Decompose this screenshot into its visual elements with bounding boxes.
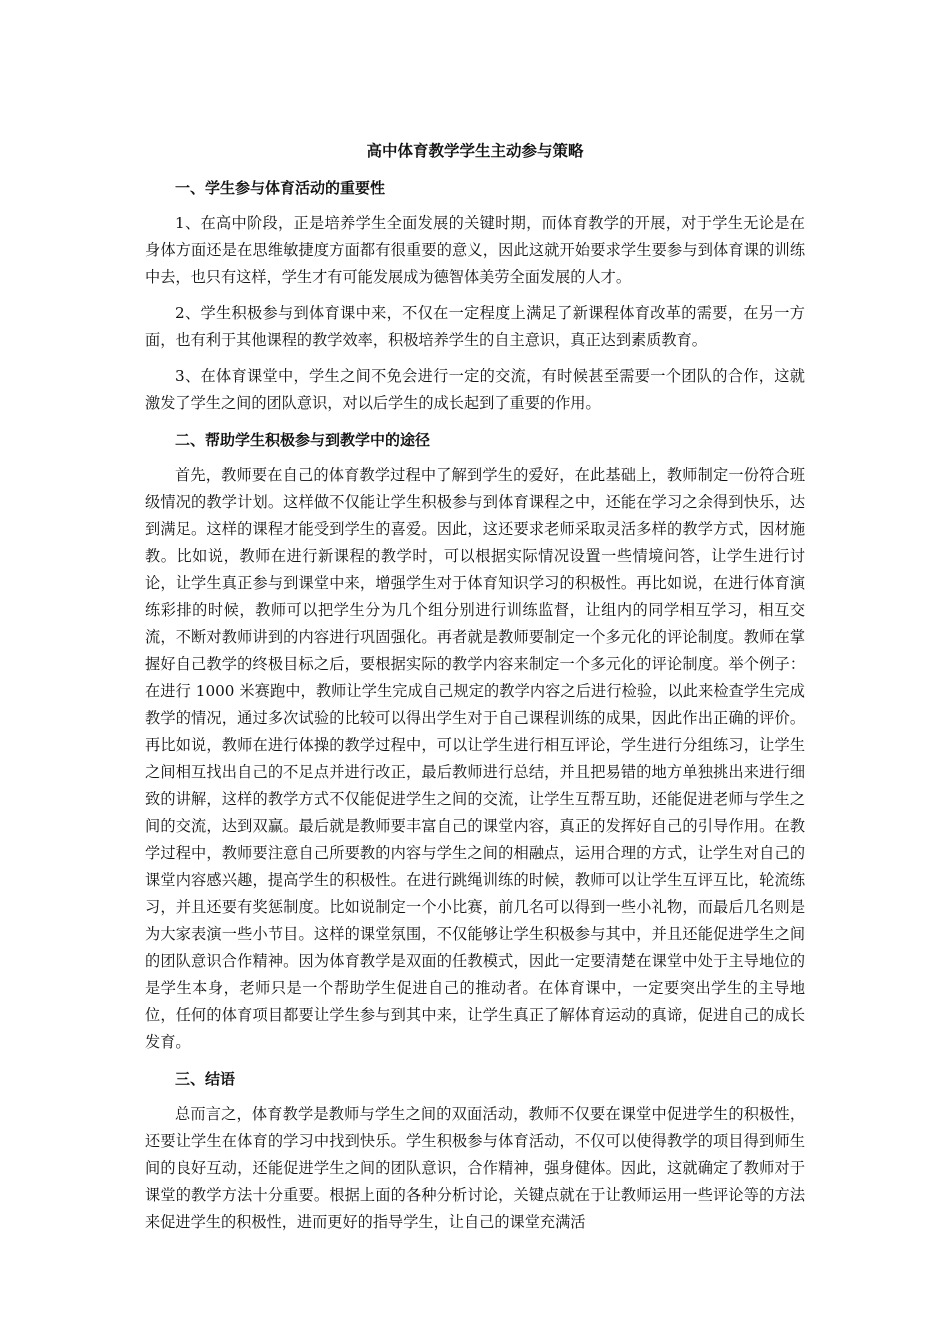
paragraph: 3、在体育课堂中，学生之间不免会进行一定的交流，有时候甚至需要一个团队的合作，这就激发了学生之间的团队意识，对以后学生的成长起到了重要的作用。 [145, 367, 805, 412]
paragraph: 首先，教师要在自己的体育教学过程中了解到学生的爱好，在此基础上，教师制定一份符合班级情况的教学计划。这样做不仅能让学生积极参与到体育课程之中，还能在学习之余得到快乐，达到满足。这样的课程才能受到学生的喜爱。因此，这还要求老师采取灵活多样的教学方式，因材施教。比如说，教师在进行新课程的教学时，可以根据实际情况设置一些情境问答，让学生进行讨论，让学生真正参与到课堂中来，增强学生对于体育知识学习的积极性。再比如说，在进行体育演练彩排的时候，教师可以把学生分为几个组分别进行训练监督，让组内的同学相互学习，相互交流，不断对教师讲到的内容进行巩固强化。再者就是教师要制定一个多元化的评论制度。教师在掌握好自己教学的终极目标之后，要根据实际的教学内容来制定一个多元化的评论制度。举个例子：在进行 1000 米赛跑中，教师让学生完成自己规定的教学内容之后进行检验，以此来检查学生完成教学的情况，通过多次试验的比较可以得出学生对于自己课程训练的成果，因此作出正确的评价。再比如说，教师在进行体操的教学过程中，可以让学生进行相互评论，学生进行分组练习，让学生之间相互找出自己的不足点并进行改正，最后教师进行总结，并且把易错的地方单独挑出来进行细致的讲解，这样的教学方式不仅能促进学生之间的交流，让学生互帮互助，还能促进老师与学生之间的交流，达到双赢。最后就是教师要丰富自己的课堂内容，真正的发挥好自己的引导作用。在教学过程中，教师要注意自己所要教的内容与学生之间的相融点，运用合理的方式，让学生对自己的课堂内容感兴趣，提高学生的积极性。在进行跳绳训练的时候，教师可以让学生互评互比，轮流练习，并且还要有奖惩制度。比如说制定一个小比赛，前几名可以得到一些小礼物，而最后几名则是为大家表演一些小节目。这样的课堂氛围，不仅能够让学生积极参与其中，并且还能促进学生之间的团队意识合作精神。因为体育教学是双面的任教模式，因此一定要清楚在课堂中处于主导地位的是学生本身，老师只是一个帮助学生促进自己的推动者。在体育课中，一定要突出学生的主导地位，任何的体育项目都要让学生参与到其中来，让学生真正了解体育运动的真谛，促进自己的成长发育。 [145, 466, 805, 1051]
section-heading: 二、帮助学生积极参与到教学中的途径 [175, 431, 431, 449]
paragraph: 总而言之，体育教学是教师与学生之间的双面活动，教师不仅要在课堂中促进学生的积极性，还要让学生在体育的学习中找到快乐。学生积极参与体育活动，不仅可以使得教学的项目得到师生间的良好互动，还能促进学生之间的团队意识，合作精神，强身健体。因此，这就确定了教师对于课堂的教学方法十分重要。根据上面的各种分析讨论，关键点就在于让教师运用一些评论等的方法来促进学生的积极性，进而更好的指导学生，让自己的课堂充满活 [145, 1105, 805, 1231]
section-heading: 三、结语 [175, 1070, 236, 1088]
paragraph: 2、学生积极参与到体育课中来，不仅在一定程度上满足了新课程体育改革的需要，在另一方面，也有利于其他课程的教学效率，积极培养学生的自主意识，真正达到素质教育。 [145, 304, 805, 349]
section-heading: 一、学生参与体育活动的重要性 [175, 179, 386, 197]
document-title: 高中体育教学学生主动参与策略 [366, 142, 584, 160]
section-methods [145, 427, 805, 1056]
document-body [145, 138, 805, 1245]
paragraph: 1、在高中阶段，正是培养学生全面发展的关键时期，而体育教学的开展，对于学生无论是在身体方面还是在思维敏捷度方面都有很重要的意义，因此这就开始要求学生要参与到体育课的训练中去，也只有这样，学生才有可能发展成为德智体美劳全面发展的人才。 [145, 214, 805, 286]
section-conclusion [145, 1066, 805, 1236]
section-importance [145, 175, 805, 417]
